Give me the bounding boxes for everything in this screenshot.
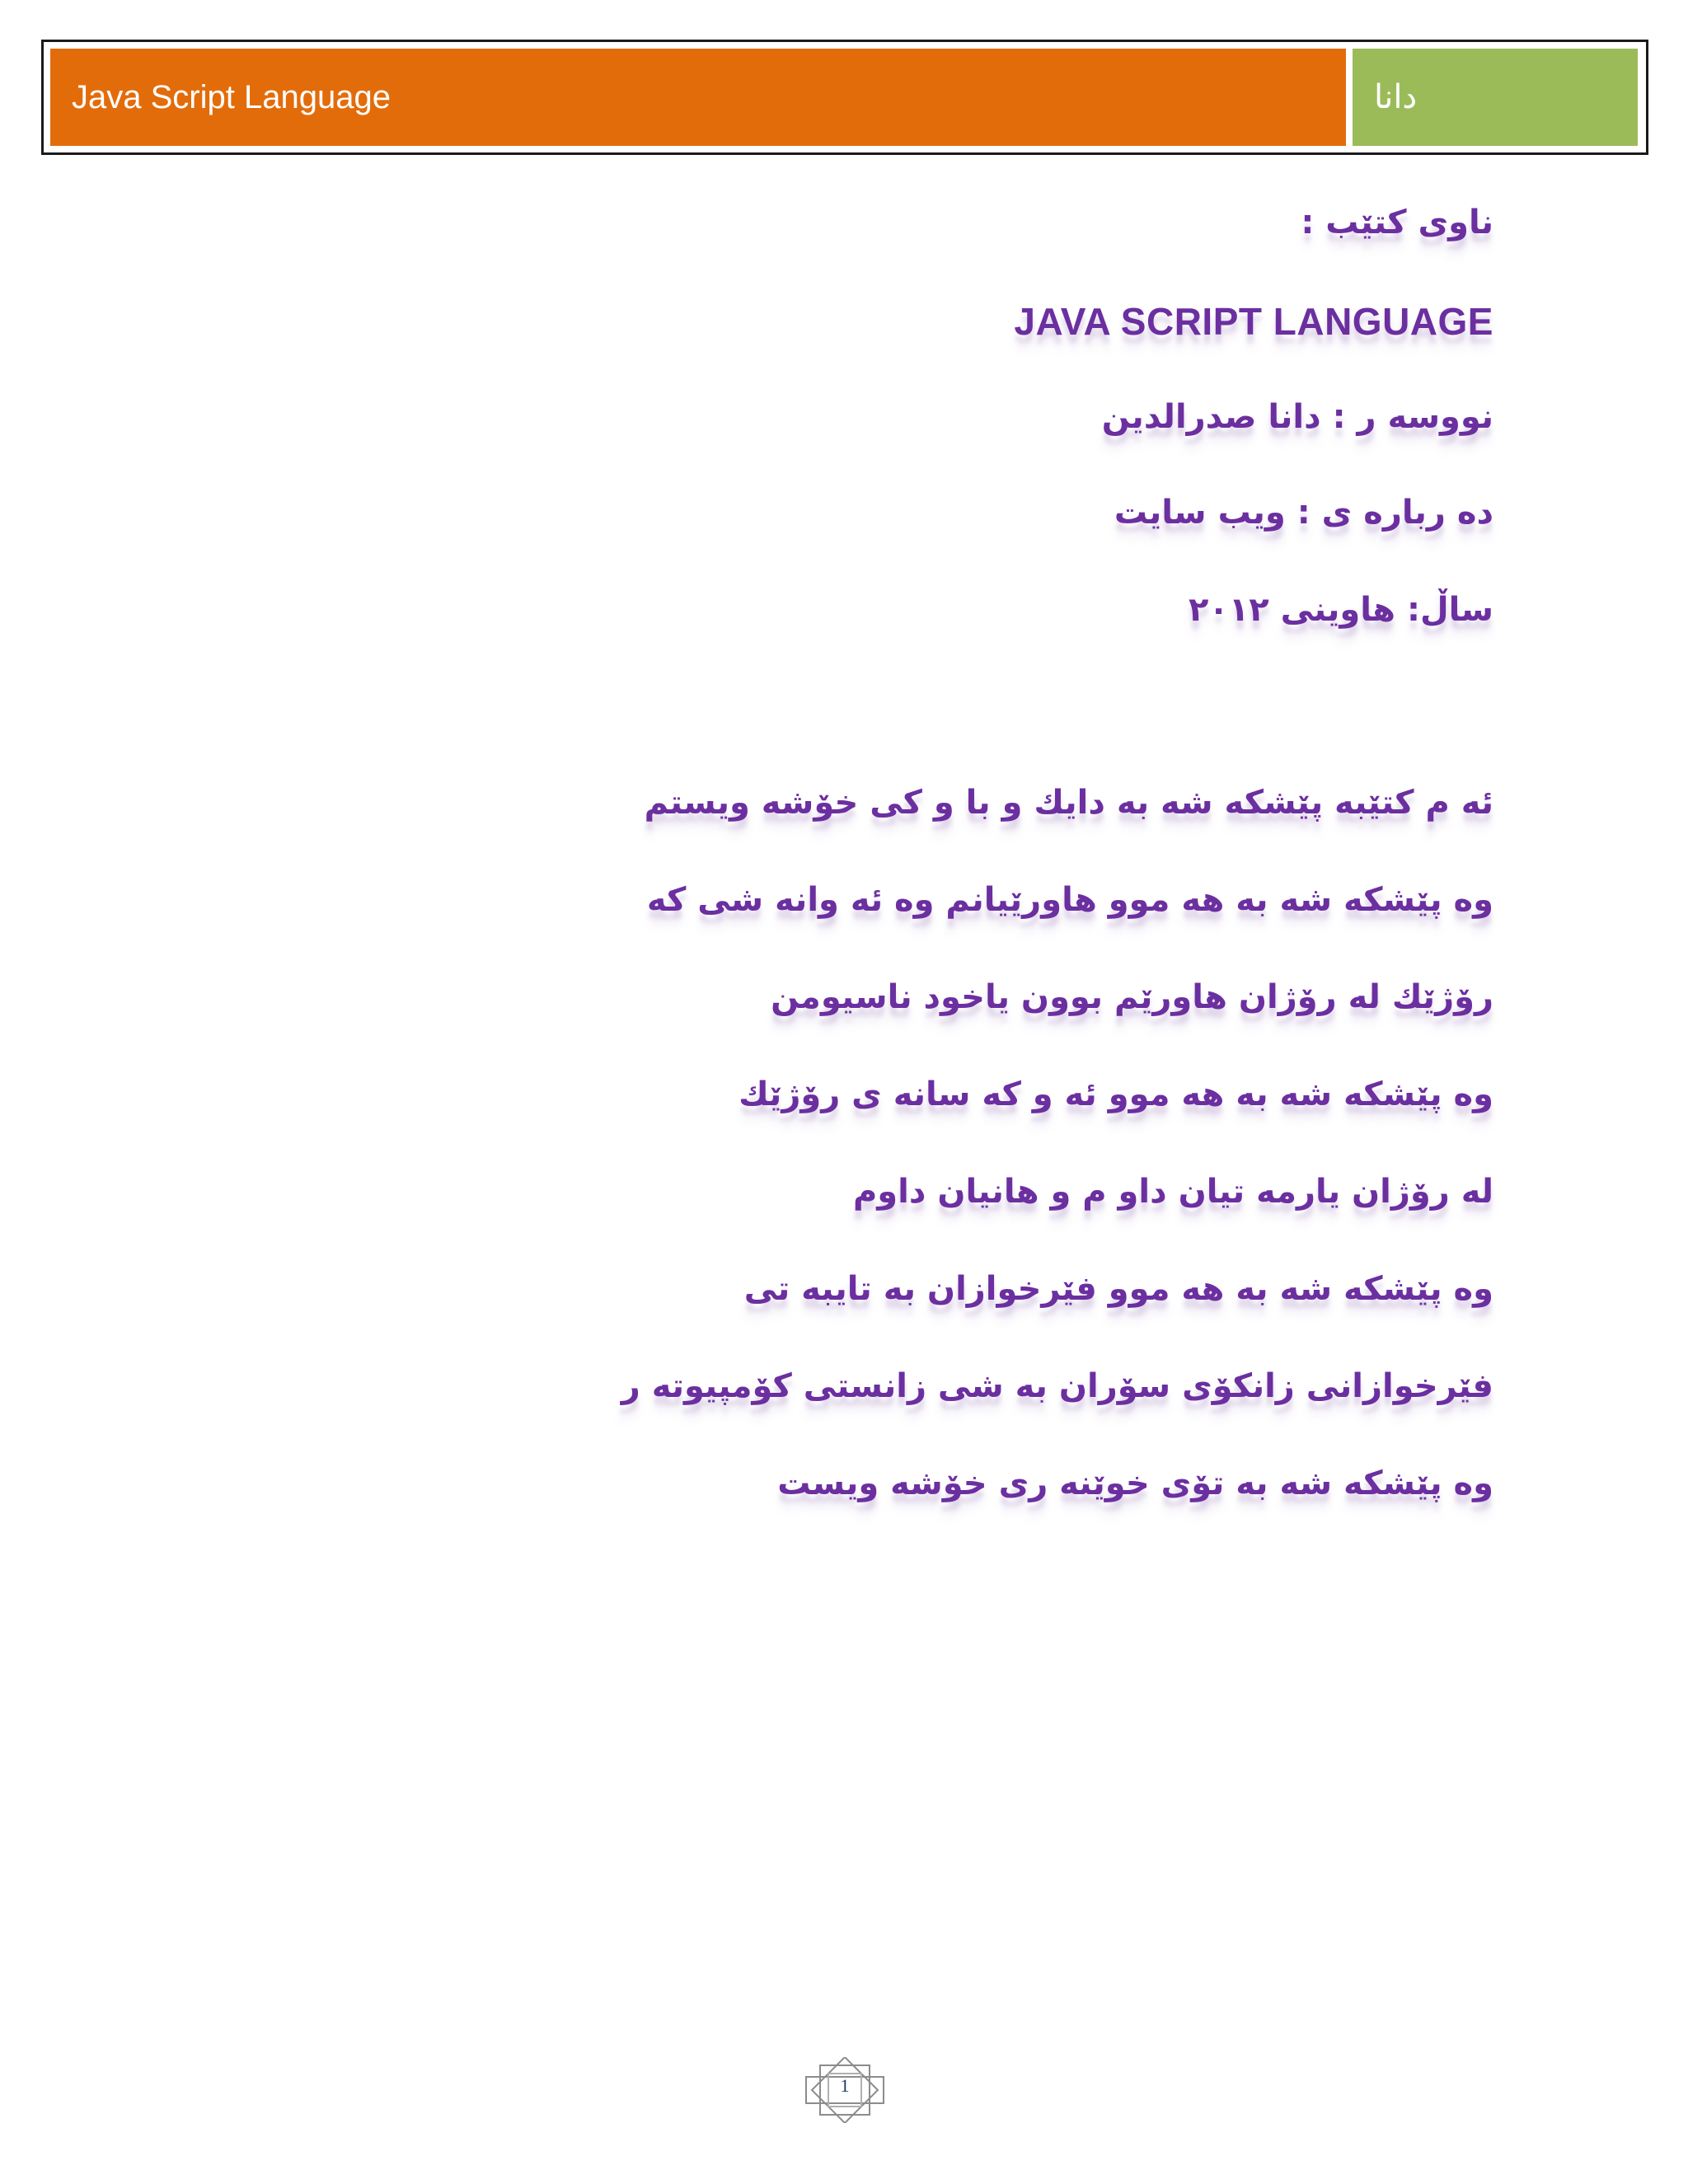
- dedication-line: وه پێشكه شه به هه موو ئه و كه سانه ی رۆژێك: [738, 1076, 1493, 1113]
- dedication-line: ئه م كتێبه پێشكه شه به دايك و با و كی خۆشه ويستم: [644, 784, 1493, 822]
- writer-line: نووسه ر : دانا صدرالدين: [1101, 398, 1493, 436]
- dedication-line: وه پێشكه شه به هه موو هاورێيانم وه ئه وانه شی كه: [646, 881, 1493, 919]
- page-number: 1: [840, 2075, 850, 2096]
- header-author-band: [1353, 49, 1638, 146]
- book-title: JAVA SCRIPT LANGUAGE: [1014, 300, 1493, 343]
- header-title-band: [50, 49, 1346, 146]
- dedication-line: فێرخوازانی زانكۆی سۆران به شی زانستی كۆمپيوته ر: [621, 1367, 1493, 1405]
- header-title: Java Script Language: [72, 78, 391, 115]
- dedication-line: وه پێشكه شه به تۆی خوێنه ری خۆشه ويست: [777, 1465, 1493, 1502]
- year-line: ساڵ: هاوينی ٢٠١٢: [1189, 591, 1493, 629]
- page-header: [41, 40, 1648, 155]
- dedication-line: وه پێشكه شه به هه موو فێرخوازان به تايبه تی: [743, 1270, 1493, 1308]
- book-name-label: ناوی کتێب :: [1301, 204, 1493, 241]
- dedication-line: له رۆژان يارمه تيان داو م و هانيان داوم: [852, 1173, 1493, 1211]
- header-author: دانا: [1374, 78, 1418, 116]
- page-number-ornament: [804, 2057, 885, 2123]
- dedication-line: رۆژێك له رۆژان هاورێم بوون ياخود ناسيومن: [771, 978, 1493, 1016]
- about-line: ده رباره ی : ويب سايت: [1114, 494, 1493, 532]
